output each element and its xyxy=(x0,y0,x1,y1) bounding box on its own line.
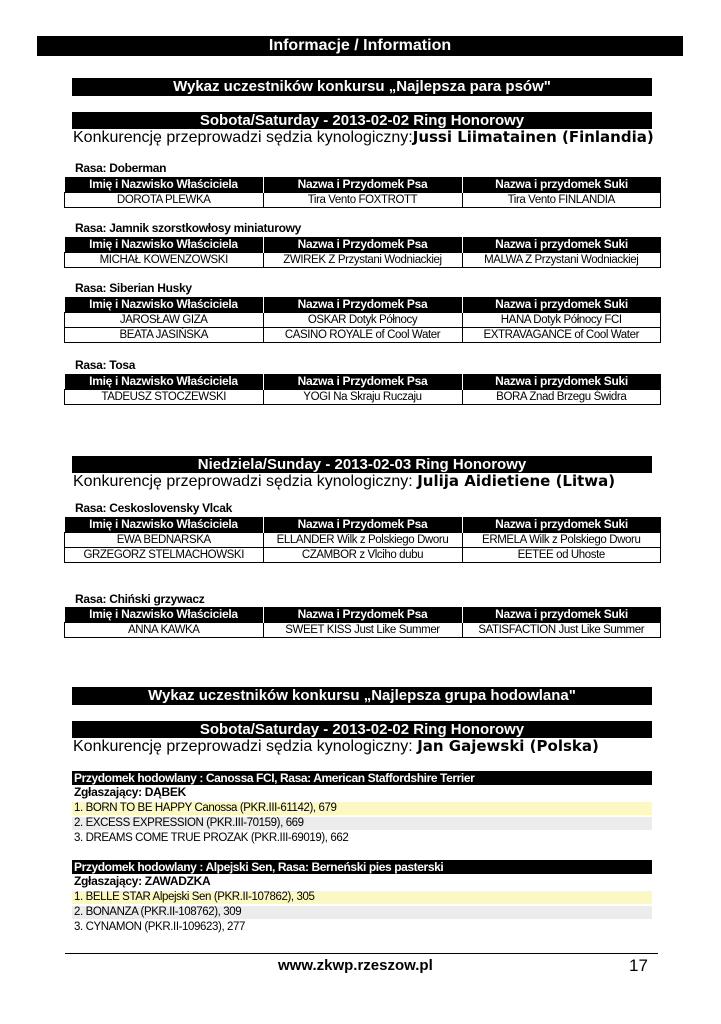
col-dog-header: Nazwa i Przydomek Psa xyxy=(263,607,462,623)
col-dog-header: Nazwa i Przydomek Psa xyxy=(263,237,462,253)
page-header-bar: Informacje / Information xyxy=(37,36,683,56)
breed-label: Rasa: Ceskoslovensky Vlcak xyxy=(75,501,232,515)
pairs-table xyxy=(64,374,661,405)
owner-cell: EWA BEDNARSKA xyxy=(65,533,264,548)
list-item: 3. DREAMS COME TRUE PROZAK (PKR.III-69019), 662 xyxy=(74,832,349,844)
judge-prefix: Konkurencję przeprowadzi sędzia kynologiczny: xyxy=(73,473,418,490)
dog-cell: OSKAR Dotyk Północy xyxy=(263,313,462,328)
owner-cell: BEATA JASIŃSKA xyxy=(65,328,264,343)
dog-cell: CASINO ROYALE of Cool Water xyxy=(263,328,462,343)
day2-judge-line xyxy=(73,472,615,491)
list-item: 3. CYNAMON (PKR.II-109623), 277 xyxy=(74,921,246,933)
bitch-cell: SATISFACTION Just Like Summer xyxy=(462,623,661,638)
col-dog-header: Nazwa i Przydomek Psa xyxy=(263,374,462,390)
table-row xyxy=(65,390,661,405)
bitch-cell: EETEE od Uhoste xyxy=(462,548,661,563)
col-bitch-header: Nazwa i przydomek Suki xyxy=(462,607,661,623)
bitch-cell: HANA Dotyk Północy FCI xyxy=(462,313,661,328)
col-bitch-header: Nazwa i przydomek Suki xyxy=(462,297,661,313)
owner-cell: ANNA KAWKA xyxy=(65,623,264,638)
kennel-group-submitter: Zgłaszający: DĄBEK xyxy=(74,785,186,799)
pairs-table xyxy=(64,177,661,208)
table-header-row xyxy=(65,237,661,253)
list-item: 1. BELLE STAR Alpejski Sen (PKR.II-107862), 305 xyxy=(72,891,652,904)
list-item: 2. BONANZA (PKR.II-108762), 309 xyxy=(72,906,652,919)
bitch-cell: ERMELA Wilk z Polskiego Dworu xyxy=(462,533,661,548)
table-row xyxy=(65,548,661,563)
pairs-table xyxy=(64,607,661,638)
day3-judge-line xyxy=(73,737,599,756)
bitch-cell: Tira Vento FINLANDIA xyxy=(462,193,661,208)
dog-cell: YOGI Na Skraju Ruczaju xyxy=(263,390,462,405)
col-dog-header: Nazwa i Przydomek Psa xyxy=(263,517,462,533)
col-owner-header: Imię i Nazwisko Właściciela xyxy=(65,237,264,253)
bitch-cell: MALWA Z Przystani Wodniackiej xyxy=(462,253,661,268)
owner-cell: JAROSŁAW GIZA xyxy=(65,313,264,328)
list-item: 2. EXCESS EXPRESSION (PKR.III-70159), 669 xyxy=(72,817,652,830)
col-bitch-header: Nazwa i przydomek Suki xyxy=(462,177,661,193)
table-row xyxy=(65,623,661,638)
breed-label: Rasa: Tosa xyxy=(75,358,136,372)
owner-cell: MICHAŁ KOWENZOWSKI xyxy=(65,253,264,268)
kennel-group-title: Przydomek hodowlany : Alpejski Sen, Rasa: Berneński pies pasterski xyxy=(72,860,652,874)
pairs-table xyxy=(64,297,661,343)
dog-cell: SWEET KISS Just Like Summer xyxy=(263,623,462,638)
dog-cell: Tira Vento FOXTROTT xyxy=(263,193,462,208)
pairs-table xyxy=(64,237,661,268)
col-owner-header: Imię i Nazwisko Właściciela xyxy=(65,607,264,623)
breed-label: Rasa: Siberian Husky xyxy=(75,281,192,295)
judge-prefix: Konkurencję przeprowadzi sędzia kynologiczny: xyxy=(73,738,418,755)
dog-cell: ELLANDER Wilk z Polskiego Dworu xyxy=(263,533,462,548)
table-header-row xyxy=(65,517,661,533)
owner-cell: DOROTA PLEWKA xyxy=(65,193,264,208)
col-bitch-header: Nazwa i przydomek Suki xyxy=(462,374,661,390)
kennel-group-submitter: Zgłaszający: ZAWADZKA xyxy=(74,874,211,888)
owner-cell: GRZEGORZ STELMACHOWSKI xyxy=(65,548,264,563)
footer-divider xyxy=(65,953,658,954)
bitch-cell: EXTRAVAGANCE of Cool Water xyxy=(462,328,661,343)
owner-cell: TADEUSZ STOCZEWSKI xyxy=(65,390,264,405)
breed-label: Rasa: Chiński grzywacz xyxy=(75,592,205,606)
table-row xyxy=(65,193,661,208)
table-row xyxy=(65,328,661,343)
table-row xyxy=(65,313,661,328)
day1-judge-line xyxy=(73,128,654,147)
col-bitch-header: Nazwa i przydomek Suki xyxy=(462,517,661,533)
table-header-row xyxy=(65,297,661,313)
breed-label: Rasa: Jamnik szorstkowłosy miniaturowy xyxy=(75,221,302,235)
col-owner-header: Imię i Nazwisko Właściciela xyxy=(65,297,264,313)
kennel-group-title: Przydomek hodowlany : Canossa FCI, Rasa: American Staffordshire Terrier xyxy=(72,771,652,785)
day2-title-bar: Niedziela/Sunday - 2013-02-03 Ring Honorowy xyxy=(72,456,652,473)
judge-name: Jan Gajewski (Polska) xyxy=(417,737,599,755)
dog-cell: CZAMBOR z Vlciho dubu xyxy=(263,548,462,563)
table-row xyxy=(65,253,661,268)
footer-url: www.zkwp.rzeszow.pl xyxy=(278,957,433,974)
judge-name: Julija Aidietiene (Litwa) xyxy=(417,472,616,490)
list-item: 1. BORN TO BE HAPPY Canossa (PKR.III-61142), 679 xyxy=(72,802,652,815)
table-row xyxy=(65,533,661,548)
col-dog-header: Nazwa i Przydomek Psa xyxy=(263,297,462,313)
dog-cell: ZWIREK Z Przystani Wodniackiej xyxy=(263,253,462,268)
judge-name: Jussi Liimatainen (Finlandia) xyxy=(412,128,654,146)
breed-label: Rasa: Doberman xyxy=(75,161,167,175)
col-owner-header: Imię i Nazwisko Właściciela xyxy=(65,177,264,193)
bitch-cell: BORA Znad Brzegu Świdra xyxy=(462,390,661,405)
day3-title-bar: Sobota/Saturday - 2013-02-02 Ring Honorowy xyxy=(72,721,652,738)
table-header-row xyxy=(65,177,661,193)
day1-title-bar: Sobota/Saturday - 2013-02-02 Ring Honorowy xyxy=(72,112,652,129)
groups-section-title: Wykaz uczestników konkursu „Najlepsza grupa hodowlana" xyxy=(72,687,652,705)
col-owner-header: Imię i Nazwisko Właściciela xyxy=(65,517,264,533)
table-header-row xyxy=(65,607,661,623)
table-header-row xyxy=(65,374,661,390)
pairs-table xyxy=(64,517,661,563)
judge-prefix: Konkurencję przeprowadzi sędzia kynologiczny: xyxy=(73,129,413,146)
col-owner-header: Imię i Nazwisko Właściciela xyxy=(65,374,264,390)
col-bitch-header: Nazwa i przydomek Suki xyxy=(462,237,661,253)
pairs-section-title: Wykaz uczestników konkursu „Najlepsza para psów" xyxy=(72,78,652,96)
col-dog-header: Nazwa i Przydomek Psa xyxy=(263,177,462,193)
page-number: 17 xyxy=(629,956,648,975)
